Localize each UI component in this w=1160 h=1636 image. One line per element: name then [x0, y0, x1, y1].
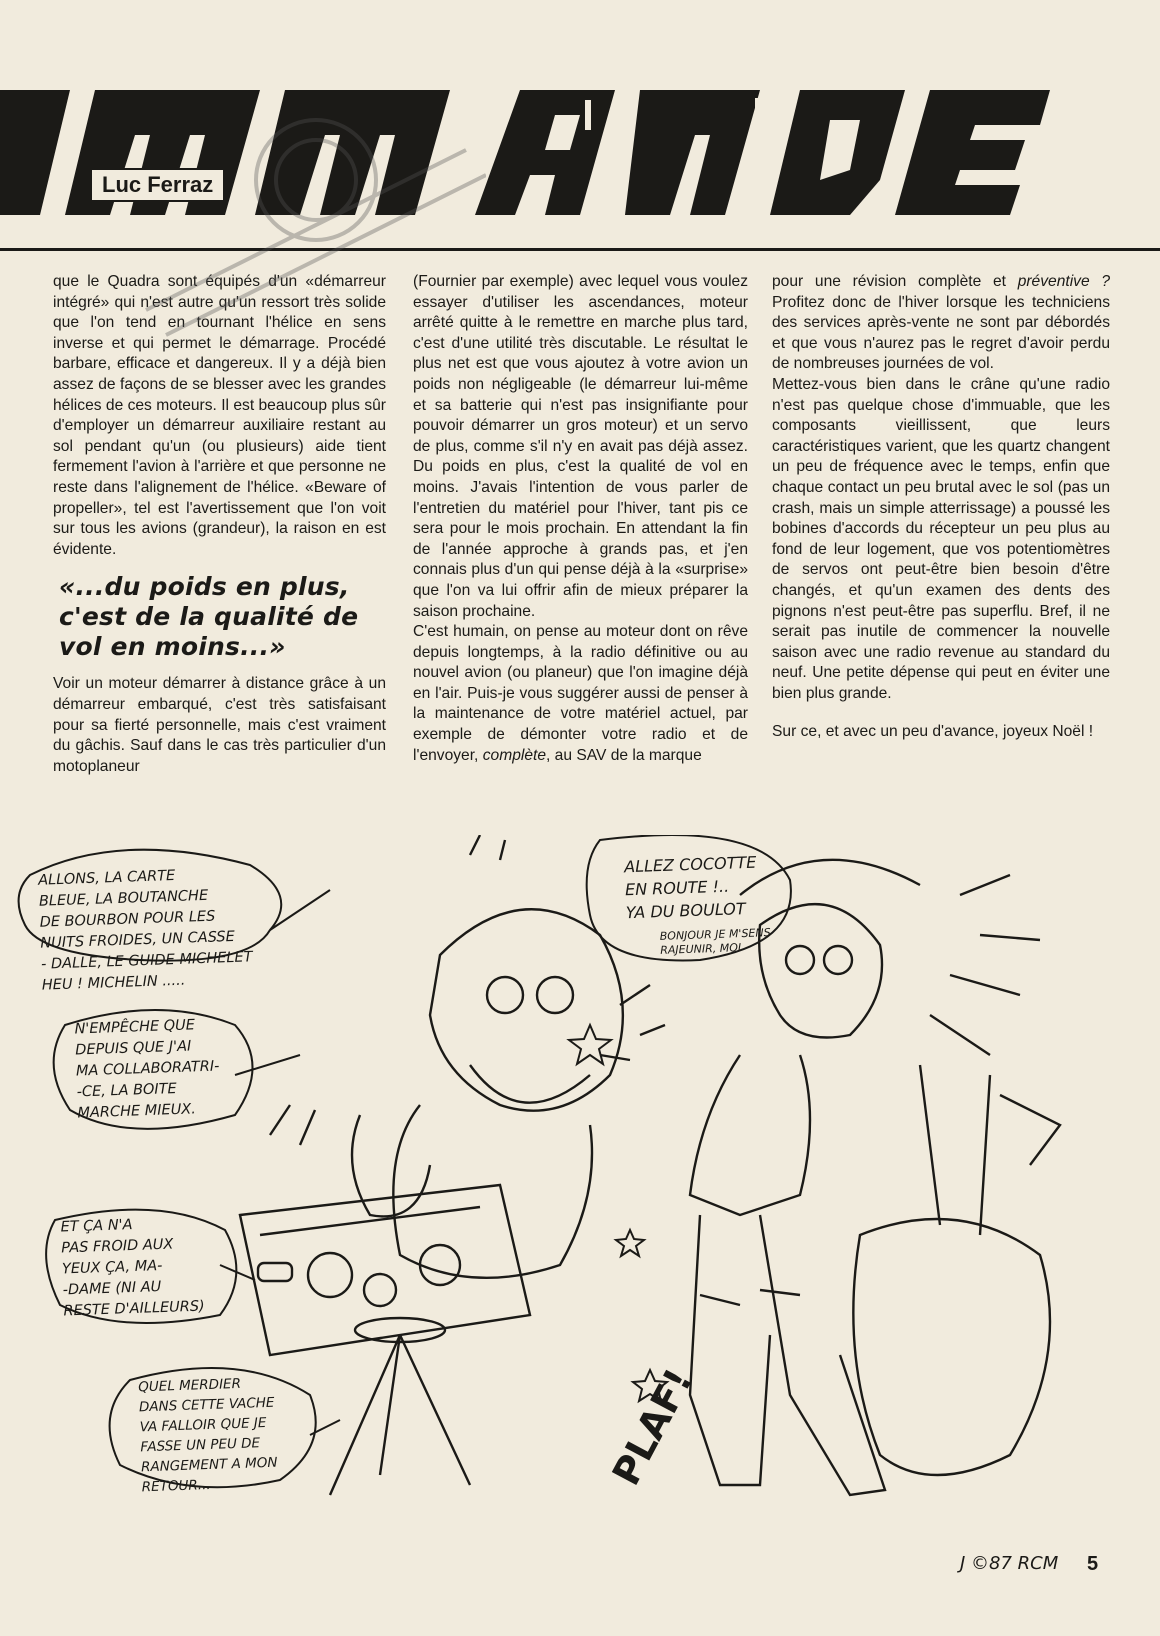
- bubble-line: MARCHE MIEUX.: [77, 1101, 197, 1122]
- paragraph: que le Quadra sont équipés d'un «démarreur intégré» qui n'est autre qu'un ressort très solide que l'on tend en tournant l'hélice en sens inverse et qui permet le démarrage. Procédé barbare, efficace et dangereux. Il y a déjà bien assez de façons de se blesser avec les grandes hélices de ces moteurs. Il est beaucoup plus sûr d'employer un démarreur auxiliaire restant au sol pendant qu'un (ou plusieurs) aide tient fermement l'avion à l'arrière et que personne ne reste dans l'alignement de l'hélice. «Beware of propeller», tel est l'avertissement que l'on voit sur tous les avions (grandeur), la raison en est évidente.: [53, 273, 386, 558]
- text-run: Profitez donc de l'hiver lorsque les techniciens des services après-vente ne sont par débordés et que vous n'aurez pas le regret d'avoir perdu de nombreuses journées de vol.: [772, 293, 1110, 373]
- bubble-line: YA DU BOULOT: [625, 899, 746, 923]
- page-number: 5: [1087, 1553, 1099, 1575]
- sound-effect: PLAF!: [603, 1361, 702, 1493]
- bubble-line: N'EMPÊCHE QUE: [74, 1017, 196, 1038]
- speech-bubble-aside: [660, 926, 772, 958]
- bubble-line: BLEUE, LA BOUTANCHE: [38, 887, 209, 910]
- cartoon-illustration: [0, 835, 1160, 1595]
- bubble-line: VA FALLOIR QUE JE: [139, 1414, 267, 1436]
- bubble-line: -CE, LA BOITE: [76, 1081, 177, 1101]
- article-column-3: [772, 272, 1110, 743]
- bubble-line: MA COLLABORATRI-: [75, 1058, 220, 1080]
- paragraph: [413, 622, 748, 766]
- speech-bubble-santa-supplies: [38, 863, 254, 996]
- author-byline: Luc Ferraz: [90, 168, 225, 202]
- bubble-line: PAS FROID AUX: [61, 1236, 174, 1257]
- masthead-rule: [0, 248, 1160, 251]
- bubble-line: BONJOUR JE M'SENS: [659, 926, 771, 943]
- bubble-line: ALLEZ COCOTTE: [623, 852, 757, 877]
- bubble-line: DANS CETTE VACHE: [138, 1394, 275, 1416]
- article-column-2: [413, 272, 748, 766]
- bubble-line: EN ROUTE !..: [624, 876, 730, 900]
- bubble-line: YEUX ÇA, MA-: [61, 1257, 163, 1278]
- bubble-line: HEU ! MICHELIN .....: [41, 972, 186, 994]
- paragraph: Voir un moteur démarrer à distance grâce à un démarreur embarqué, c'est très satisfaisant pour sa fierté personnelle, mais c'est vraiment du gâchis. Sauf dans le cas très particulier d'un motoplaneur: [53, 675, 386, 775]
- bubble-line: - DALLE, LE GUIDE MICHELET: [40, 949, 253, 973]
- bubble-line: RANGEMENT A MON: [140, 1454, 278, 1476]
- bubble-line: DE BOURBON POUR LES: [39, 908, 216, 931]
- bubble-line: NUITS FROIDES, UN CASSE: [40, 928, 236, 952]
- bubble-line: -DAME (NI AU: [62, 1279, 162, 1299]
- bubble-line: RAJEUNIR, MOI: [660, 941, 742, 957]
- article-column-1: [53, 272, 386, 777]
- bubble-line: ALLONS, LA CARTE: [37, 867, 176, 889]
- paragraph: [772, 272, 1110, 375]
- artist-signature: J ©87 RCM: [960, 1553, 1059, 1574]
- speech-bubble-madame: [60, 1213, 205, 1323]
- speech-bubble-radio: [138, 1373, 279, 1498]
- bubble-line: RETOUR...: [141, 1476, 211, 1496]
- text-run: , au SAV de la marque: [546, 746, 702, 764]
- emphasis: complète: [482, 746, 547, 764]
- masthead: [0, 40, 1160, 255]
- bubble-line: FASSE UN PEU DE: [140, 1435, 261, 1456]
- bubble-line: ET ÇA N'A: [60, 1216, 133, 1236]
- text-run: C'est humain, on pense au moteur dont on rêve depuis longtemps, à la radio définitive ou au nouvel avion (ou planeur) que l'on imagine déjà en l'air. Puis-je vous suggérer aussi de penser à la maintenance de votre matériel actuel, par exemple de démonter votre radio et de l'envoyer,: [413, 623, 748, 764]
- emphasis: préventive ?: [1017, 273, 1110, 290]
- speech-bubble-collaborator: [74, 1015, 221, 1125]
- paragraph: Sur ce, et avec un peu d'avance, joyeux Noël !: [772, 723, 1094, 741]
- paragraph: Mettez-vous bien dans le crâne qu'une radio n'est pas quelque chose d'immuable, que les composants vieillissent, que leurs caractéristiques varient, que les quartz changent un peu de fréquence avec le temps, enfin que chaque contact un peu brutal avec le sol (pas un crash, mais un simple atterrissage) a poussé les bobines d'accords du récepteur un peu plus au fond de leur logement, que vos potentiomètres de servos ont peut-être bien besoin d'être changés, et qu'un examen des dents des pignons n'est peut-être pas superflu. Bref, il ne serait pas inutile de commencer la nouvelle saison avec une radio revenue au standard du neuf. Une petite dépense qui peut en éviter une bien plus grande.: [772, 375, 1110, 702]
- text-run: pour une révision complète et: [772, 273, 1006, 290]
- headline-lettering: [0, 40, 1160, 255]
- speech-bubble-woman: [624, 851, 758, 925]
- pull-quote: «...du poids en plus, c'est de la qualité de vol en moins...»: [59, 572, 359, 662]
- bubble-line: RESTE D'AILLEURS): [63, 1298, 205, 1320]
- bubble-line: DEPUIS QUE J'AI: [75, 1038, 192, 1059]
- bubble-line: QUEL MERDIER: [138, 1375, 242, 1396]
- paragraph: (Fournier par exemple) avec lequel vous voulez essayer d'utiliser les ascendances, moteur arrêté quitte à le remettre en marche plus tard, c'est d'une utilité très discutable. Le résultat le plus net est que vous ajoutez à votre avion un poids non négligeable (le démarreur lui-même et sa batterie qui n'est pas insignifiante pour pouvoir démarrer un gros moteur) et un servo de plus, comme s'il n'y en avait pas déjà assez. Du poids en plus, c'est la qualité de vol en moins. J'avais l'intention de vous parler de l'entretien du matériel pour l'hiver, tant pis ce sera pour le mois prochain. En attendant la fin de l'année approche à grands pas, et j'en connais plus d'un qui pense déjà à la «surprise» que l'on va lui offrir afin de mieux préparer la saison prochaine.: [413, 273, 748, 620]
